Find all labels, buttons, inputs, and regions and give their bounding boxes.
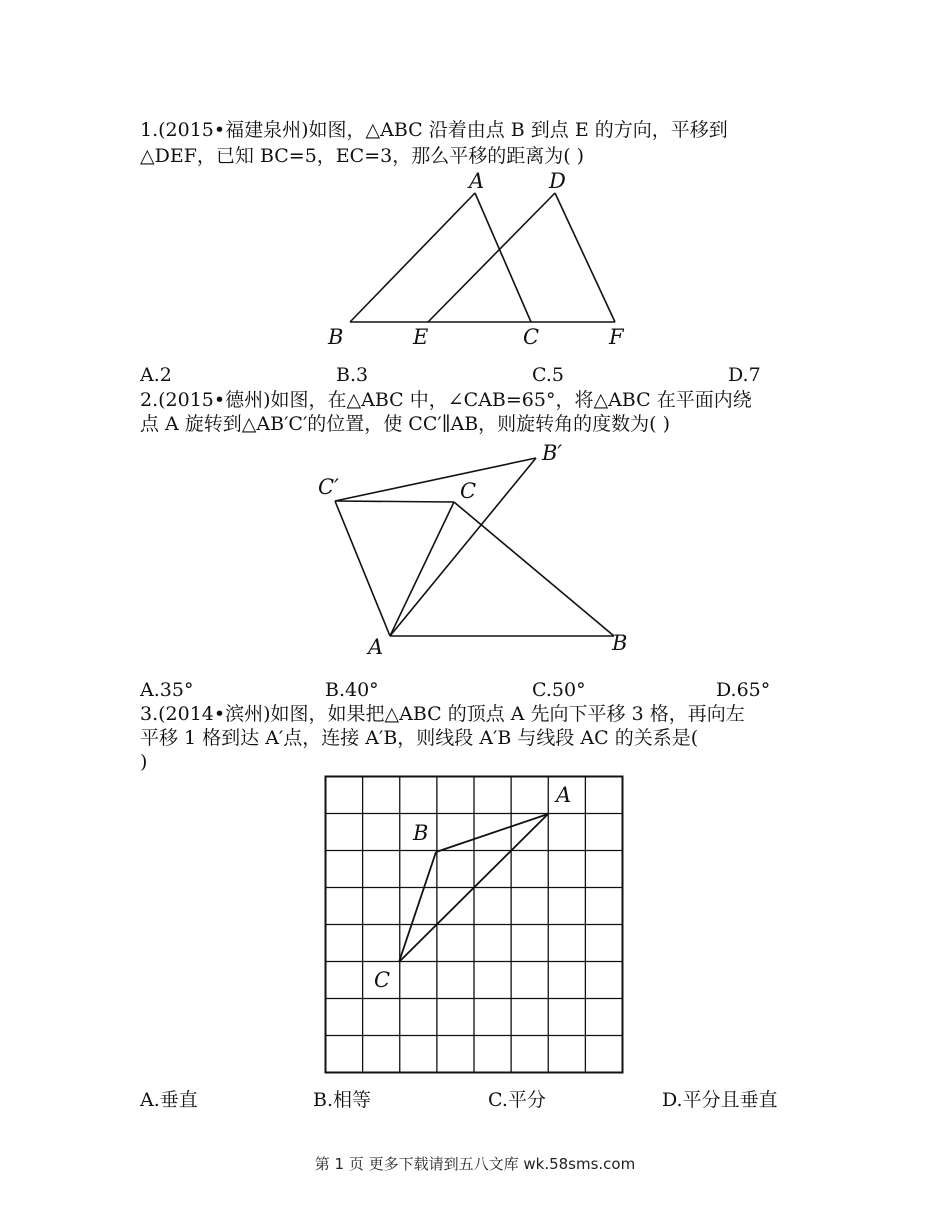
q2-figure <box>312 436 637 661</box>
q1-segment-df <box>555 193 615 322</box>
q3-grid-figure <box>320 770 630 1076</box>
q2-option-d: D.65° <box>716 679 771 701</box>
q2-option-b: B.40° <box>325 679 379 701</box>
q3-text-line2: 平移 1 格到达 A′点，连接 A′B，则线段 A′B 与线段 AC 的关系是( <box>140 727 699 749</box>
q3-grid <box>326 777 623 1073</box>
q3-label-b: B <box>413 821 429 845</box>
q1-segment-ed <box>428 193 555 322</box>
q2-segment-cp-c <box>335 501 454 502</box>
q2-label-a: A <box>368 635 384 659</box>
q1-label-f: F <box>609 325 624 349</box>
q1-option-b: B.3 <box>336 364 369 386</box>
q1-text-line1: 1.(2015•福建泉州)如图，△ABC 沿着由点 B 到点 E 的方向，平移到 <box>140 119 728 141</box>
q1-figure <box>325 168 630 353</box>
q3-option-c: C.平分 <box>488 1089 546 1111</box>
page-footer: 第 1 页 更多下载请到五八文库 wk.58sms.com <box>314 1155 636 1173</box>
q1-text-line2: △DEF，已知 BC=5，EC=3，那么平移的距离为( ) <box>140 145 585 167</box>
q2-label-cprime: C′ <box>318 475 339 499</box>
q3-text-line1: 3.(2014•滨州)如图，如果把△ABC 的顶点 A 先向下平移 3 格，再向左 <box>140 703 745 725</box>
q3-segment-ab <box>436 814 548 852</box>
q2-segment-c-b <box>454 502 614 636</box>
q3-text-line3: ) <box>140 751 148 773</box>
q2-text-line2: 点 A 旋转到△AB′C′的位置，使 CC′∥AB，则旋转角的度数为( ) <box>140 413 671 435</box>
q1-label-c: C <box>523 325 540 349</box>
q2-text-line1: 2.(2015•德州)如图，在△ABC 中，∠CAB=65°，将△ABC 在平面内绕 <box>140 389 752 411</box>
q2-label-b: B <box>612 631 628 655</box>
q3-segment-bc <box>399 852 436 962</box>
q1-option-d: D.7 <box>728 364 761 386</box>
q3-option-a: A.垂直 <box>140 1089 198 1111</box>
q1-label-e: E <box>413 325 429 349</box>
q2-segment-cp-a <box>335 501 390 636</box>
q2-option-c: C.50° <box>532 679 586 701</box>
q3-label-c: C <box>374 968 391 992</box>
q1-option-a: A.2 <box>140 364 172 386</box>
q2-option-a: A.35° <box>140 679 194 701</box>
q1-segment-ba <box>350 193 475 322</box>
q3-label-a: A <box>556 783 572 807</box>
q1-label-d: D <box>549 169 566 193</box>
q1-option-c: C.5 <box>532 364 564 386</box>
q1-label-a: A <box>469 169 485 193</box>
q2-label-c: C <box>460 479 477 503</box>
q1-segment-ac <box>475 193 531 322</box>
q2-label-bprime: B′ <box>542 441 563 465</box>
q3-option-b: B.相等 <box>313 1089 372 1111</box>
q3-option-d: D.平分且垂直 <box>662 1089 778 1111</box>
q1-label-b: B <box>328 325 344 349</box>
